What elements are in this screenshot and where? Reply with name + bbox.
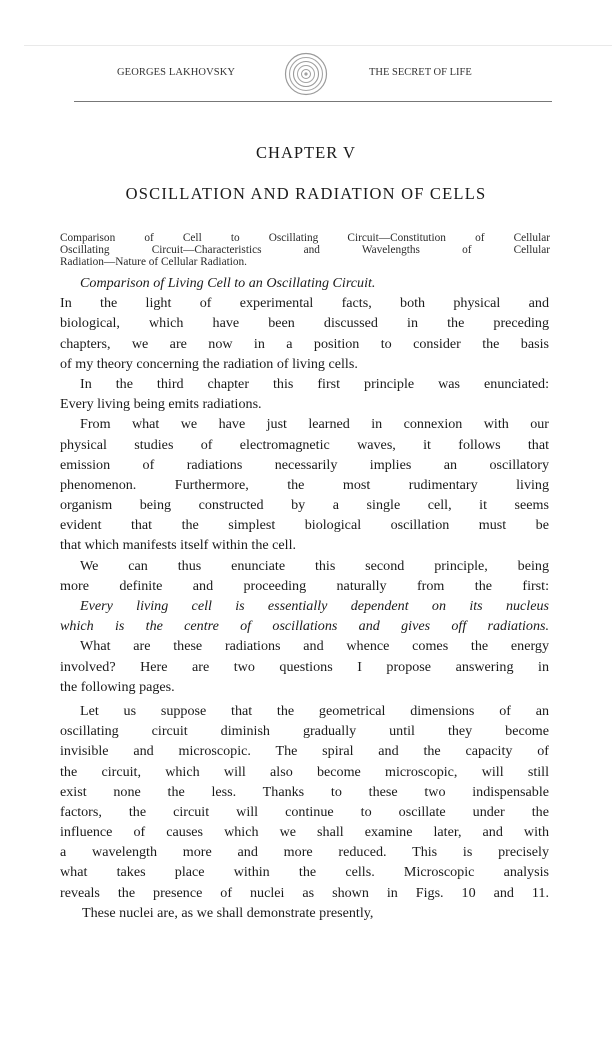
body-line: oscillating circuit diminish gradually until they become <box>60 723 549 740</box>
body-line: Let us suppose that the geometrical dimensions of an <box>80 702 549 719</box>
summary-line: Oscillating Circuit—Characteristics and Wavelengths of Cellular <box>60 244 550 257</box>
summary-line: Radiation—Nature of Cellular Radiation. <box>60 256 247 269</box>
body-line: that which manifests itself within the cell. <box>60 537 297 554</box>
body-line: In the third chapter this first principle was enunciated: <box>80 375 549 392</box>
body-line: factors, the circuit will continue to oscillate under the <box>60 803 549 820</box>
body-line: influence of causes which we shall examine later, and with <box>60 824 549 841</box>
chapter-number: CHAPTER V <box>256 143 356 162</box>
body-line: the circuit, which will also become microscopic, will still <box>60 763 549 780</box>
concentric-circles-emblem-icon <box>284 52 328 96</box>
body-line: invisible and microscopic. The spiral and the capacity of <box>60 743 549 760</box>
top-divider <box>24 45 612 46</box>
header-rule <box>74 101 552 102</box>
principle-line: Every living cell is essentially dependent on its nucleus <box>80 598 549 614</box>
body-line: emission of radiations necessarily implies an oscillatory <box>60 456 549 473</box>
body-line: biological, which have been discussed in the preceding <box>60 315 549 332</box>
body-line: of my theory concerning the radiation of living cells. <box>60 355 358 372</box>
body-line: These nuclei are, as we shall demonstrate presently, <box>82 904 374 921</box>
body-line: In the light of experimental facts, both physical and <box>60 295 549 312</box>
running-header <box>74 52 552 102</box>
body-line: organism being constructed by a single cell, it seems <box>60 497 549 514</box>
body-line: Every living being emits radiations. <box>60 396 262 413</box>
body-line: From what we have just learned in connexion with our <box>80 416 549 433</box>
header-author: GEORGES LAKHOVSKY <box>117 67 236 78</box>
body-line: phenomenon. Furthermore, the most rudimentary living <box>60 476 549 493</box>
body-line: the following pages. <box>60 678 175 695</box>
body-line: We can thus enunciate this second principle, being <box>80 557 549 574</box>
body-text <box>60 273 549 923</box>
body-line: reveals the presence of nuclei as shown in Figs. 10 and 11. <box>60 884 549 901</box>
body-line: physical studies of electromagnetic waves, it follows that <box>60 436 549 453</box>
header-book-title: THE SECRET OF LIFE <box>369 67 472 78</box>
body-line: involved? Here are two questions I propose answering in <box>60 658 549 675</box>
principle-line: which is the centre of oscillations and gives off radiations. <box>60 618 549 635</box>
section-heading: Comparison of Living Cell to an Oscillating Circuit. <box>80 275 376 291</box>
body-line: What are these radiations and whence comes the energy <box>80 638 549 655</box>
body-line: more definite and proceeding naturally from the first: <box>60 577 549 594</box>
chapter-title: OSCILLATION AND RADIATION OF CELLS <box>125 184 487 203</box>
body-line: a wavelength more and more reduced. This is precisely <box>60 844 549 861</box>
body-line: evident that the simplest biological oscillation must be <box>60 517 549 534</box>
chapter-summary <box>60 232 550 269</box>
body-line: exist none the less. Thanks to these two indispensable <box>60 783 549 800</box>
body-line: what takes place within the cells. Microscopic analysis <box>60 864 549 881</box>
body-line: chapters, we are now in a position to consider the basis <box>60 335 549 352</box>
summary-line: Comparison of Cell to Oscillating Circuit—Constitution of Cellular <box>60 232 550 244</box>
